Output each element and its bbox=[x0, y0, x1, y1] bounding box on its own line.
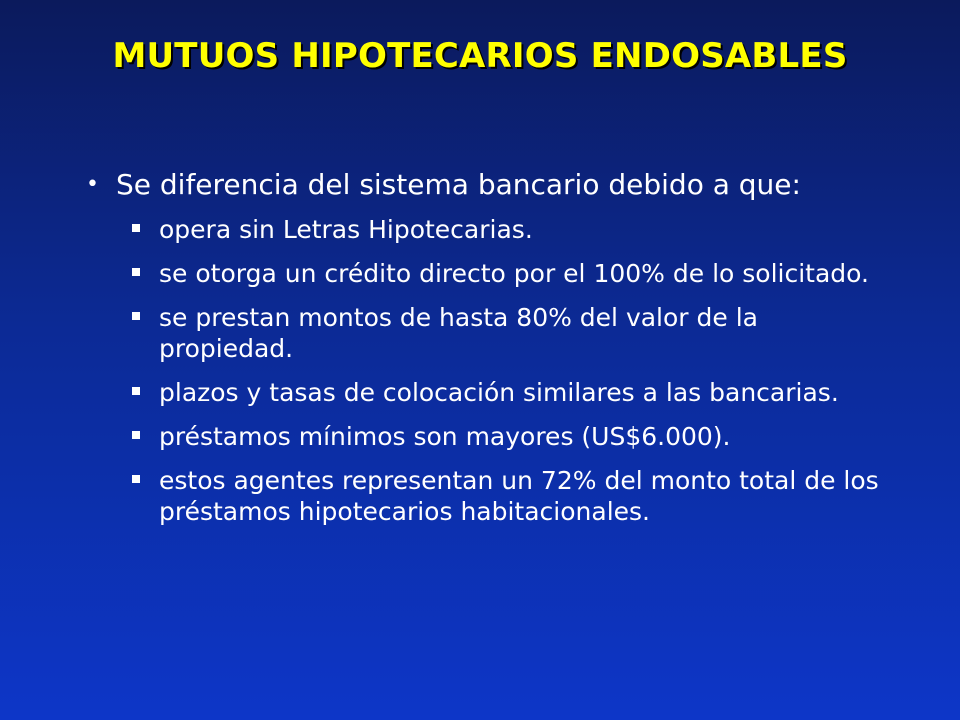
sub-bullet-item bbox=[132, 214, 892, 245]
sub-bullet-item bbox=[132, 421, 892, 452]
square-bullet-icon bbox=[132, 258, 159, 289]
sub-bullet-item bbox=[132, 377, 892, 408]
sub-bullet-item bbox=[132, 302, 892, 364]
sub-bullet-item bbox=[132, 258, 892, 289]
square-bullet-icon bbox=[132, 302, 159, 364]
square-bullet-icon bbox=[132, 377, 159, 408]
sub-bullet-item bbox=[132, 465, 892, 527]
sub-bullet-text: se otorga un crédito directo por el 100% de lo solicitado. bbox=[159, 259, 869, 288]
slide-title: MUTUOS HIPOTECARIOS ENDOSABLES bbox=[112, 36, 848, 76]
sub-bullet-text: préstamos mínimos son mayores (US$6.000). bbox=[159, 422, 731, 451]
square-bullet-icon bbox=[132, 421, 159, 452]
sub-bullet-text: opera sin Letras Hipotecarias. bbox=[159, 215, 533, 244]
sub-bullet-text: estos agentes representan un 72% del monto total de los préstamos hipotecarios habitacionales. bbox=[159, 466, 879, 526]
main-bullet-point bbox=[86, 168, 906, 202]
sub-bullet-list bbox=[132, 214, 892, 540]
square-bullet-icon bbox=[132, 465, 159, 527]
sub-bullet-text: plazos y tasas de colocación similares a las bancarias. bbox=[159, 378, 839, 407]
main-bullet-text: Se diferencia del sistema bancario debido a que: bbox=[116, 168, 801, 201]
sub-bullet-text: se prestan montos de hasta 80% del valor de la propiedad. bbox=[159, 303, 758, 363]
square-bullet-icon bbox=[132, 214, 159, 245]
bullet-dot-icon: • bbox=[86, 172, 99, 197]
